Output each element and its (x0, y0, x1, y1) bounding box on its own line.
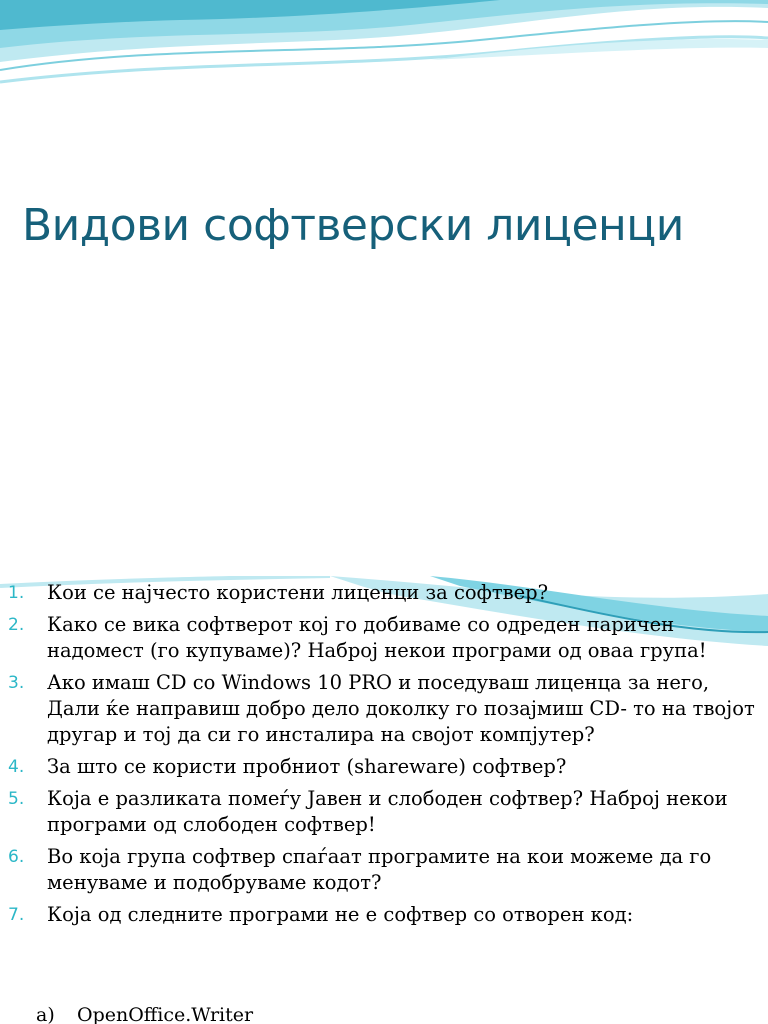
question-item (0, 612, 768, 664)
slide-title: Видови софтверски лиценци (22, 200, 684, 251)
answer-options (0, 1002, 768, 1024)
question-list (0, 580, 768, 934)
wave-header-decoration (0, 0, 768, 110)
question-item (0, 754, 768, 780)
question-number: 4. (8, 757, 25, 777)
question-text: Во која група софтвер спаѓаат програмите на кои можеме да го менуваме и подобруваме кодот? (47, 845, 712, 894)
question-text: Кои се најчесто користени лиценци за софтвер? (47, 581, 549, 604)
question-item (0, 670, 768, 748)
question-number: 1. (8, 583, 25, 603)
question-item (0, 786, 768, 838)
question-item (0, 580, 768, 606)
question-number: 6. (8, 847, 25, 867)
question-item (0, 844, 768, 896)
question-number: 2. (8, 615, 25, 635)
question-text: Која е разликата помеѓу Јавен и слободен софтвер? Наброј некои програми од слободен софтвер! (47, 787, 728, 836)
question-number: 5. (8, 789, 25, 809)
question-number: 7. (8, 905, 25, 925)
questions-slide (0, 576, 768, 1024)
option-letter: a) (36, 1004, 55, 1024)
question-text: Ако имаш CD со Windows 10 PRO и поседуваш лиценца за него, Дали ќе направиш добро дело доколку го позајмиш CD- то на твојот другар и тој да си го инсталира на својот компјутер? (47, 671, 755, 746)
question-text: Која од следните програми не е софтвер со отворен код: (47, 903, 634, 926)
option-text: OpenOffice.Writer (77, 1004, 254, 1024)
question-text: Како се вика софтверот кој го добиваме со одреден паричен надомест (го купуваме)? Наброј некои програми од оваа група! (47, 613, 707, 662)
question-text: За што се користи пробниот (shareware) софтвер? (47, 755, 567, 778)
question-number: 3. (8, 673, 25, 693)
answer-option (0, 1002, 768, 1024)
question-item (0, 902, 768, 928)
